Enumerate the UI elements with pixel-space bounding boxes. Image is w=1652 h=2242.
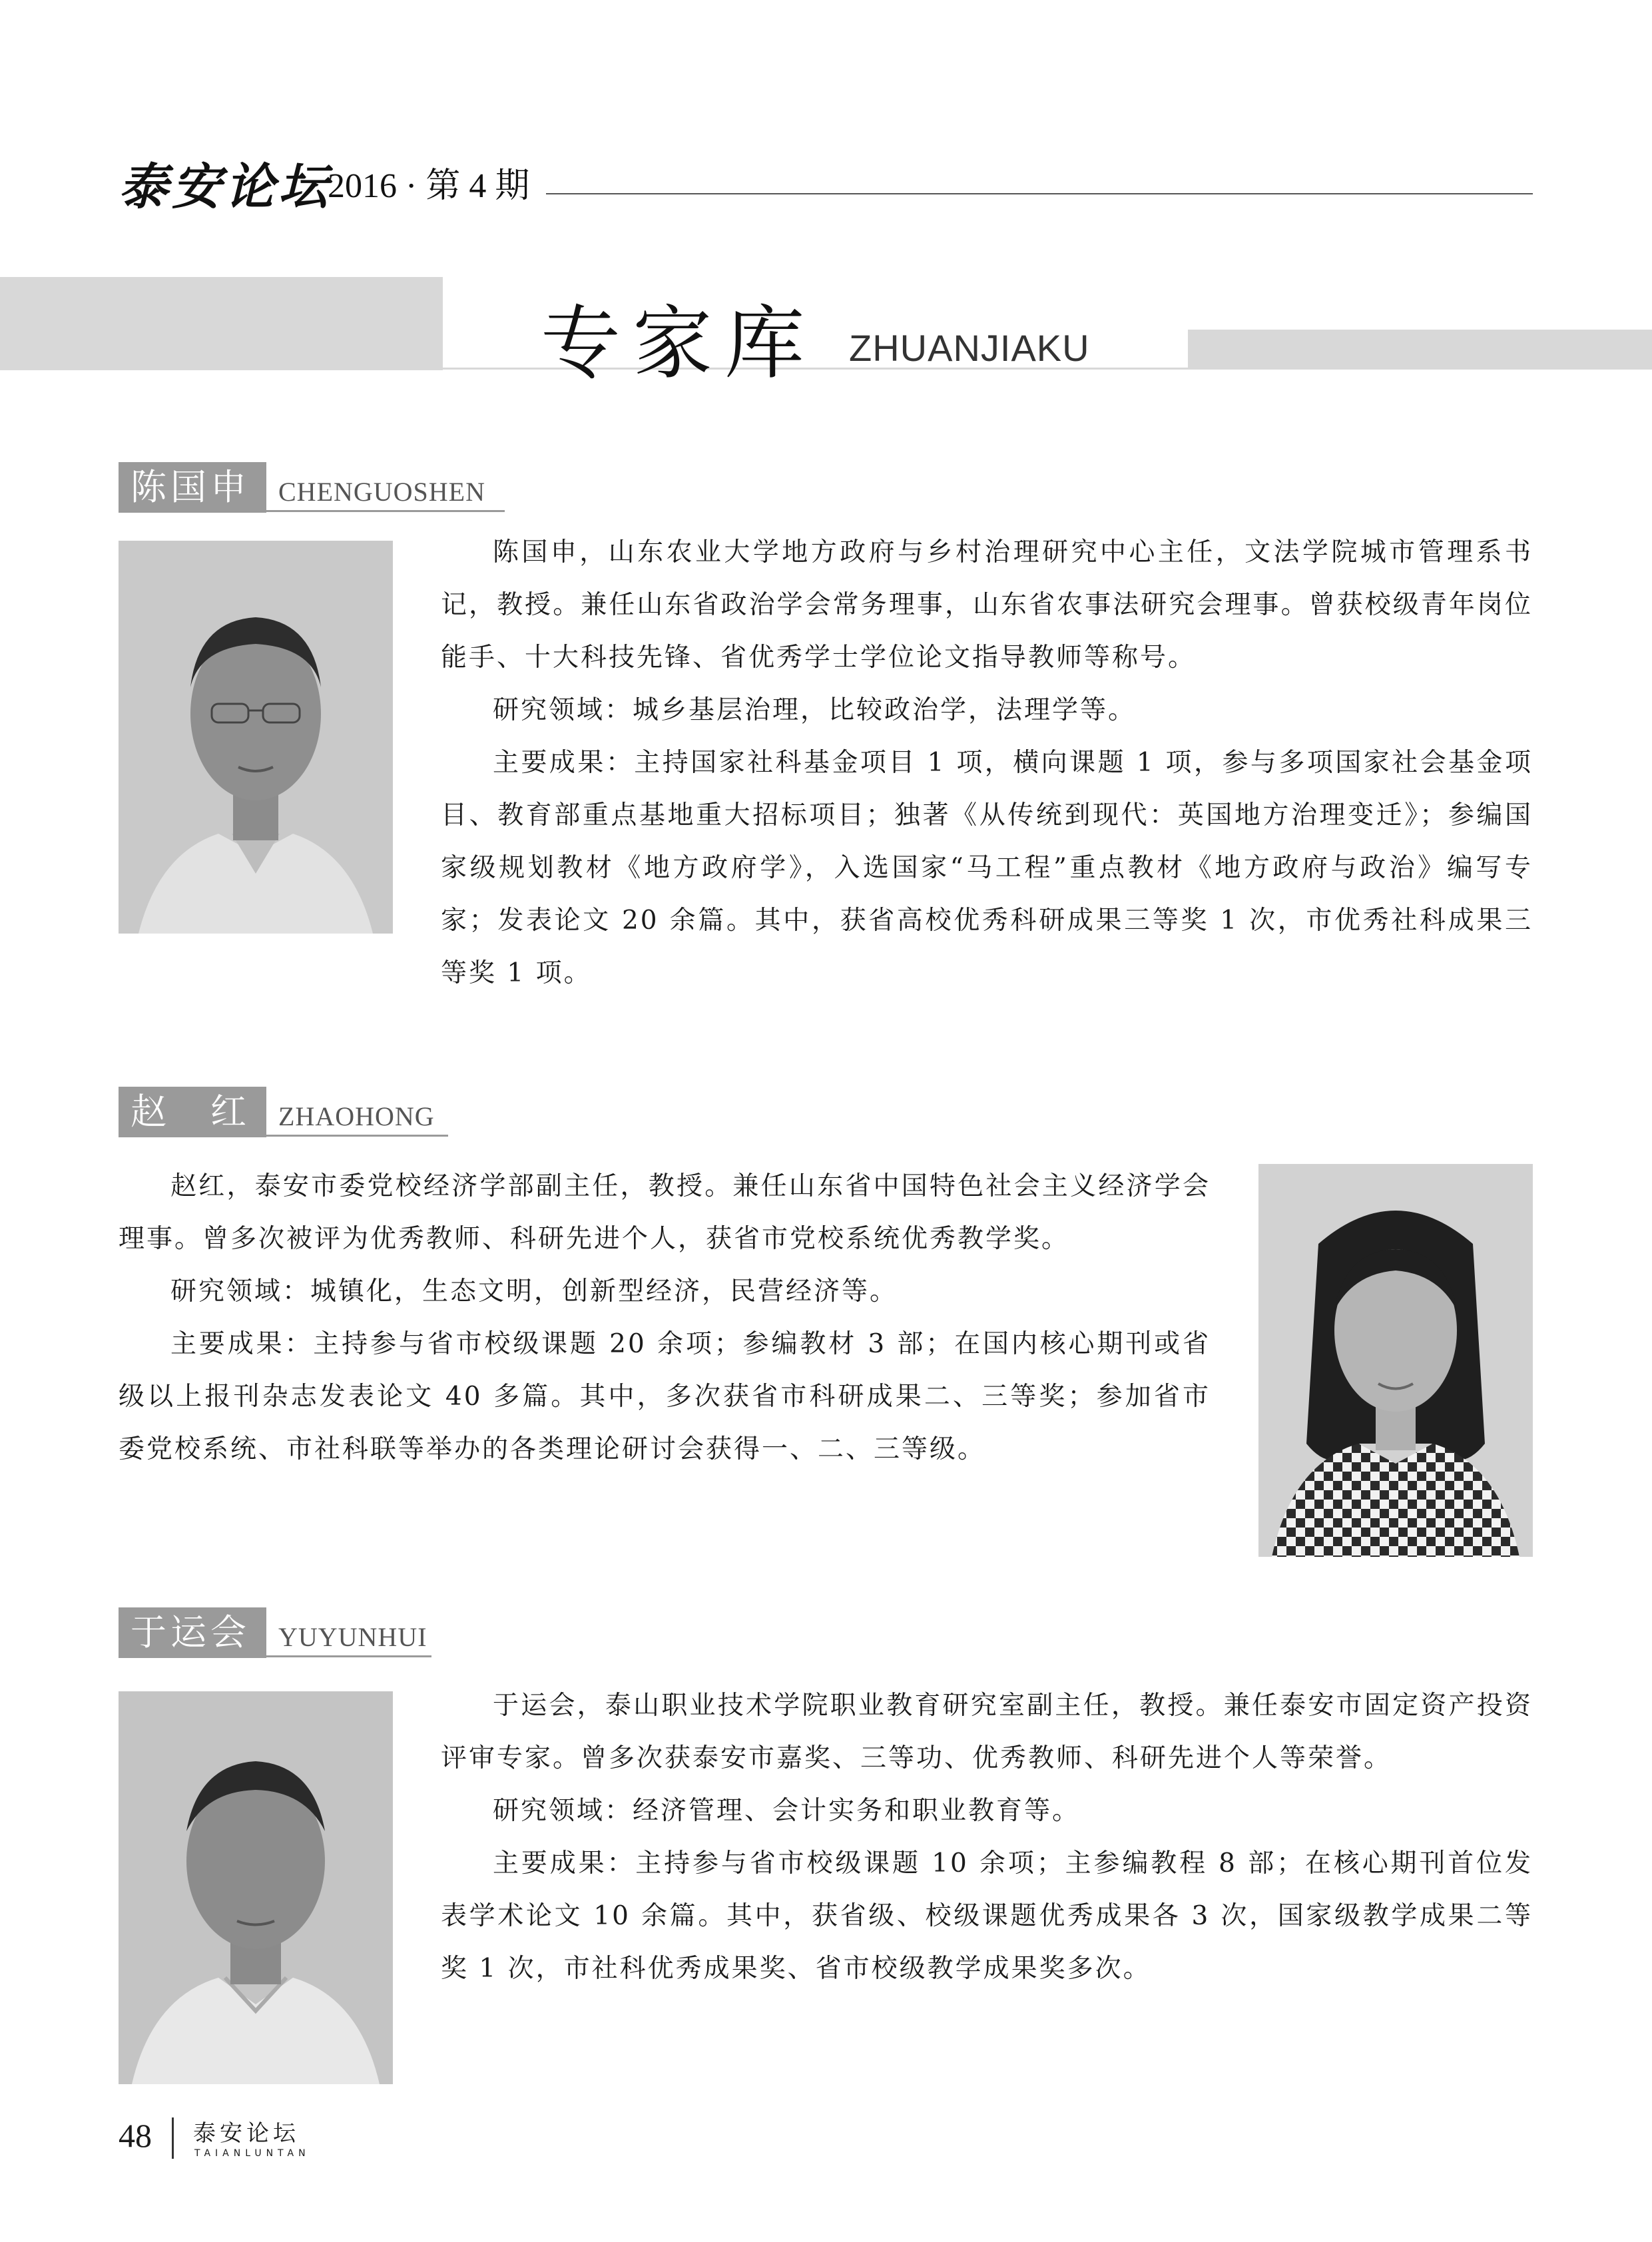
expert-bio bbox=[441, 526, 1533, 999]
section-title-en: ZHUANJIAKU bbox=[849, 327, 1090, 369]
portrait-photo bbox=[1258, 1164, 1533, 1557]
section-title: 专家库 bbox=[541, 298, 816, 390]
bio-paragraph: 研究领域：经济管理、会计实务和职业教育等。 bbox=[493, 1796, 1081, 1826]
bio-paragraph: 主要成果：主持国家社科基金项目 1 项，横向课题 1 项，参与多项国家社会基金项目、教育部重点基地重大招标项目；独著《从传统到现代：英国地方治理变迁》；参编国家级规划教材《地方政府学》，入选国家“马工程”重点教材《地方政府与政治》编写专家；发表论文 20 余篇。其中，获省高校优秀科研成果三等奖 1 次，市优秀社科成果三等奖 1 项。 bbox=[441, 748, 1533, 988]
page-number: 48 bbox=[119, 2117, 152, 2154]
expert-name: 赵 红 bbox=[119, 1087, 266, 1137]
journal-title: 泰安论坛 bbox=[119, 158, 332, 216]
footer-journal-pinyin: TAIANLUNTAN bbox=[194, 2148, 310, 2159]
bio-paragraph: 于运会，泰山职业技术学院职业教育研究室副主任，教授。兼任泰安市固定资产投资评审专家。曾多次获泰安市嘉奖、三等功、优秀教师、科研先进个人等荣誉。 bbox=[441, 1691, 1533, 1773]
banner-left-block bbox=[0, 277, 443, 370]
expert-name-en: CHENGUOSHEN bbox=[278, 477, 485, 507]
footer-rule bbox=[172, 2117, 174, 2159]
expert-bio bbox=[119, 1160, 1211, 1476]
name-rule bbox=[119, 1655, 431, 1657]
bio-paragraph: 陈国申，山东农业大学地方政府与乡村治理研究中心主任，文法学院城市管理系书记，教授。兼任山东省政治学会常务理事，山东省农事法研究会理事。曾获校级青年岗位能手、十大科技先锋、省优秀学士学位论文指导教师等称号。 bbox=[441, 537, 1533, 673]
expert-name: 于运会 bbox=[119, 1607, 266, 1658]
portrait-photo bbox=[119, 1691, 393, 2084]
bio-paragraph: 研究领域：城镇化，生态文明，创新型经济，民营经济等。 bbox=[170, 1276, 898, 1306]
banner-right-block bbox=[1188, 330, 1652, 370]
issue-number: 2016 · 第 4 期 bbox=[328, 167, 530, 205]
footer-journal-title: 泰安论坛 bbox=[193, 2120, 300, 2147]
portrait-photo bbox=[119, 541, 393, 934]
bio-paragraph: 主要成果：主持参与省市校级课题 20 余项；参编教材 3 部；在国内核心期刊或省级以上报刊杂志发表论文 40 多篇。其中，多次获省市科研成果二、三等奖；参加省市委党校系统、市社科联等举办的各类理论研讨会获得一、二、三等级。 bbox=[119, 1329, 1211, 1464]
name-rule bbox=[119, 510, 505, 512]
bio-paragraph: 主要成果：主持参与省市校级课题 10 余项；主参编教程 8 部；在核心期刊首位发表学术论文 10 余篇。其中，获省级、校级课题优秀成果各 3 次，国家级教学成果二等奖 1 次，市社科优秀成果奖、省市校级教学成果奖多次。 bbox=[441, 1848, 1533, 1984]
bio-paragraph: 研究领域：城乡基层治理，比较政治学，法理学等。 bbox=[493, 695, 1137, 725]
expert-name-en: YUYUNHUI bbox=[278, 1622, 427, 1652]
name-rule bbox=[119, 1135, 448, 1137]
header-rule bbox=[546, 193, 1533, 194]
expert-name-en: ZHAOHONG bbox=[278, 1101, 435, 1131]
bio-paragraph: 赵红，泰安市委党校经济学部副主任，教授。兼任山东省中国特色社会主义经济学会理事。曾多次被评为优秀教师、科研先进个人，获省市党校系统优秀教学奖。 bbox=[119, 1171, 1211, 1254]
expert-name: 陈国申 bbox=[119, 462, 266, 513]
expert-bio bbox=[441, 1679, 1533, 1995]
